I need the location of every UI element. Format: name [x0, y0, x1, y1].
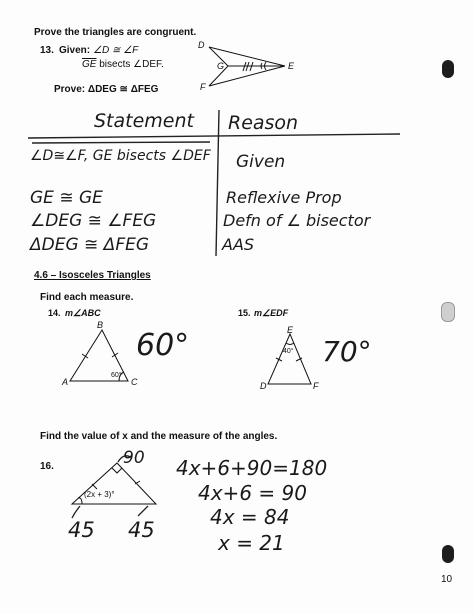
given-angle-14: 60° [111, 372, 122, 379]
segment-ge: $\overline{GE}$ [82, 59, 97, 70]
problem-13-number: 13. [40, 45, 54, 56]
vertex-f-15: F [313, 381, 319, 391]
vertex-f-13: F [200, 82, 206, 92]
work-line-3: 4x = 84 [210, 505, 290, 529]
proof-reason-header: Reason [228, 112, 299, 134]
vertex-b-14: B [97, 320, 104, 330]
problem-13-prove: Prove: ΔDEG ≅ ΔFEG [54, 84, 159, 95]
vertex-g-13: G [217, 61, 225, 71]
right-angle-value-16: 90 [123, 448, 145, 468]
given-angle-15: 40° [283, 348, 294, 355]
work-line-4: x = 21 [218, 531, 285, 555]
problem-15-number: 15. [238, 308, 251, 318]
find-x-instruction: Find the value of x and the measure of the angles. [40, 431, 278, 442]
left-base-angle-16: 45 [68, 518, 95, 542]
instruction-heading: Prove the triangles are congruent. [34, 27, 197, 38]
vertex-a-14: A [62, 377, 69, 387]
problem-14-label: m∠ABC [65, 308, 101, 318]
vertex-d-15: D [260, 381, 267, 391]
angle-expression-16: (2x + 3)° [84, 490, 115, 499]
problem-15-label: m∠EDF [254, 308, 289, 318]
work-line-1: 4x+6+90=180 [176, 456, 328, 480]
problem-14-number: 14. [48, 308, 61, 318]
proof-reason-2: Reflexive Prop [226, 188, 342, 207]
problem-13-given-2-rest: bisects ∠DEF. [96, 59, 164, 70]
answer-14: 60° [136, 328, 190, 363]
problem-16-number: 16. [40, 461, 54, 472]
vertex-e-13: E [288, 61, 295, 71]
right-base-angle-16: 45 [128, 518, 155, 542]
proof-statement-2: GE ≅ GE [30, 188, 103, 208]
vertex-d-13: D [198, 40, 205, 50]
find-each-instruction: Find each measure. [40, 292, 134, 303]
answer-15: 70° [322, 335, 372, 368]
problem-13-given-1: ∠D ≅ ∠F [93, 45, 139, 56]
proof-reason-3: Defn of ∠ bisector [223, 211, 371, 230]
problem-13-given-label: Given: [59, 45, 91, 56]
proof-statement-3: ∠DEG ≅ ∠FEG [30, 211, 157, 231]
vertex-e-15: E [287, 325, 294, 335]
proof-reason-1: Given [236, 152, 286, 172]
proof-statement-4: ΔDEG ≅ ΔFEG [30, 235, 150, 255]
work-line-2: 4x+6 = 90 [198, 481, 307, 505]
section-title: 4.6 – Isosceles Triangles [34, 270, 151, 281]
proof-statement-header: Statement [94, 110, 194, 132]
proof-reason-4: AAS [222, 235, 255, 254]
page-number: 10 [441, 574, 453, 585]
vertex-c-14: C [131, 377, 138, 387]
proof-statement-1: ∠D≅∠F, GE bisects ∠DEF [30, 148, 211, 164]
